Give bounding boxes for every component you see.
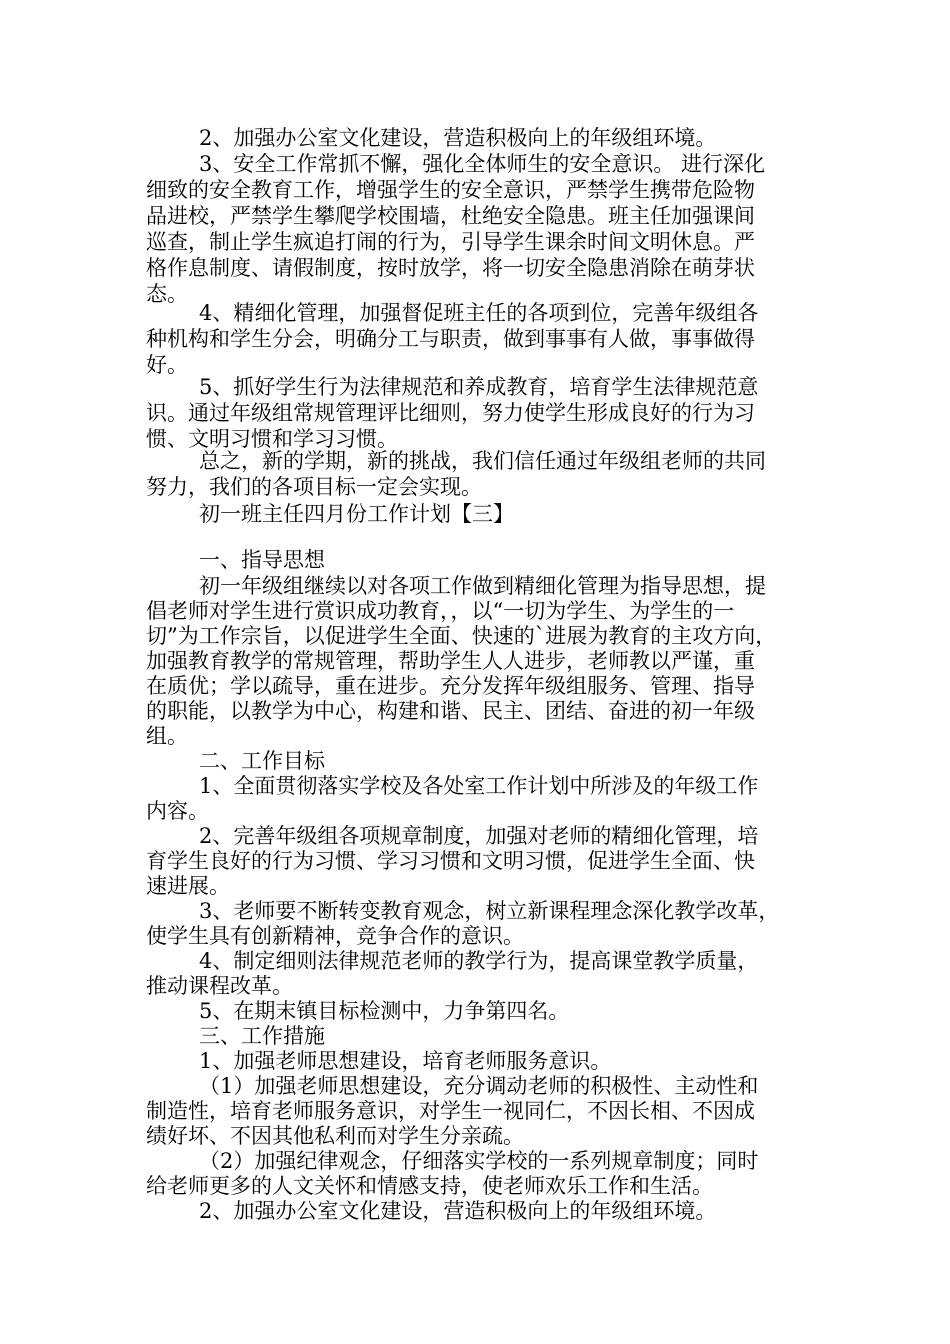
- text-line: 推动课程改革。: [146, 974, 293, 998]
- text-line: 绩好坏、不因其他私利而对学生分亲疏。: [146, 1124, 524, 1148]
- text-line: 的职能，以教学为中心，构建和谐、民主、团结、奋进的初一年级: [146, 699, 755, 723]
- text-line: 速进展。: [146, 874, 230, 898]
- text-line: （2）加强纪律观念，仔细落实学校的一系列规章制度；同时: [199, 1149, 759, 1173]
- text-line: 在质优；学以疏导，重在进步。充分发挥年级组服务、管理、指导: [146, 674, 755, 698]
- text-line: 使学生具有创新精神，竞争合作的意识。: [146, 924, 524, 948]
- text-line: 2、加强办公室文化建设，营造积极向上的年级组环境。: [199, 1199, 717, 1223]
- text-line: 细致的安全教育工作，增强学生的安全意识，严禁学生携带危险物: [146, 178, 755, 202]
- text-line: 4、制定细则法律规范老师的教学行为，提高课堂教学质量，: [199, 949, 759, 973]
- text-line: 制造性，培育老师服务意识，对学生一视同仁，不因长相、不因成: [146, 1099, 755, 1123]
- text-line: 组。: [146, 724, 188, 748]
- text-line: 总之，新的学期，新的挑战，我们信任通过年级组老师的共同: [199, 449, 766, 473]
- text-line: 格作息制度、请假制度，按时放学，将一切安全隐患消除在萌芽状: [146, 256, 755, 280]
- section-heading: 三、工作措施: [199, 1024, 325, 1048]
- text-line: 种机构和学生分会，明确分工与职责，做到事事有人做，事事做得: [146, 327, 755, 351]
- text-line: 3、安全工作常抓不懈，强化全体师生的安全意识。 进行深化: [199, 152, 766, 176]
- text-line: 倡老师对学生进行赏识成功教育，，以“一切为学生、为学生的一: [146, 599, 735, 623]
- text-line: 2、加强办公室文化建设，营造积极向上的年级组环境。: [199, 126, 717, 150]
- text-line: 巡查，制止学生疯追打闹的行为，引导学生课余时间文明休息。严: [146, 230, 755, 254]
- text-line: 惯、文明习惯和学习习惯。: [146, 427, 398, 451]
- text-line: 品进校，严禁学生攀爬学校围墙，杜绝安全隐患。班主任加强课间: [146, 204, 755, 228]
- text-line: 内容。: [146, 799, 209, 823]
- section-heading: 一、指导思想: [199, 548, 325, 572]
- section-heading: 二、工作目标: [199, 749, 325, 773]
- text-line: 5、在期末镇目标检测中，力争第四名。: [199, 999, 570, 1023]
- text-line: 2、完善年级组各项规章制度，加强对老师的精细化管理，培: [199, 824, 759, 848]
- text-line: 好。: [146, 353, 188, 377]
- text-line: 5、抓好学生行为法律规范和养成教育，培育学生法律规范意: [199, 375, 759, 399]
- text-line: 1、加强老师思想建设，培育老师服务意识。: [199, 1049, 612, 1073]
- text-line: （1）加强老师思想建设，充分调动老师的积极性、主动性和: [199, 1074, 759, 1098]
- text-line: 加强教育教学的常规管理，帮助学生人人进步，老师教以严谨，重: [146, 649, 755, 673]
- text-line: 给老师更多的人文关怀和情感支持，使老师欢乐工作和生活。: [146, 1174, 713, 1198]
- text-line: 切”为工作宗旨，以促进学生全面、快速的`进展为教育的主攻方向，: [146, 624, 777, 648]
- text-line: 1、全面贯彻落实学校及各处室工作计划中所涉及的年级工作: [199, 774, 759, 798]
- text-line: 3、老师要不断转变教育观念，树立新课程理念深化教学改革，: [199, 899, 780, 923]
- text-line: 4、精细化管理，加强督促班主任的各项到位，完善年级组各: [199, 301, 759, 325]
- text-line: 育学生良好的行为习惯、学习习惯和文明习惯，促进学生全面、快: [146, 849, 755, 873]
- text-line: 态。: [146, 282, 188, 306]
- text-line: 初一年级组继续以对各项工作做到精细化管理为指导思想，提: [199, 574, 766, 598]
- text-line: 识。通过年级组常规管理评比细则，努力使学生形成良好的行为习: [146, 401, 755, 425]
- section-heading: 初一班主任四月份工作计划【三】: [199, 502, 514, 526]
- text-line: 努力，我们的各项目标一定会实现。: [146, 475, 482, 499]
